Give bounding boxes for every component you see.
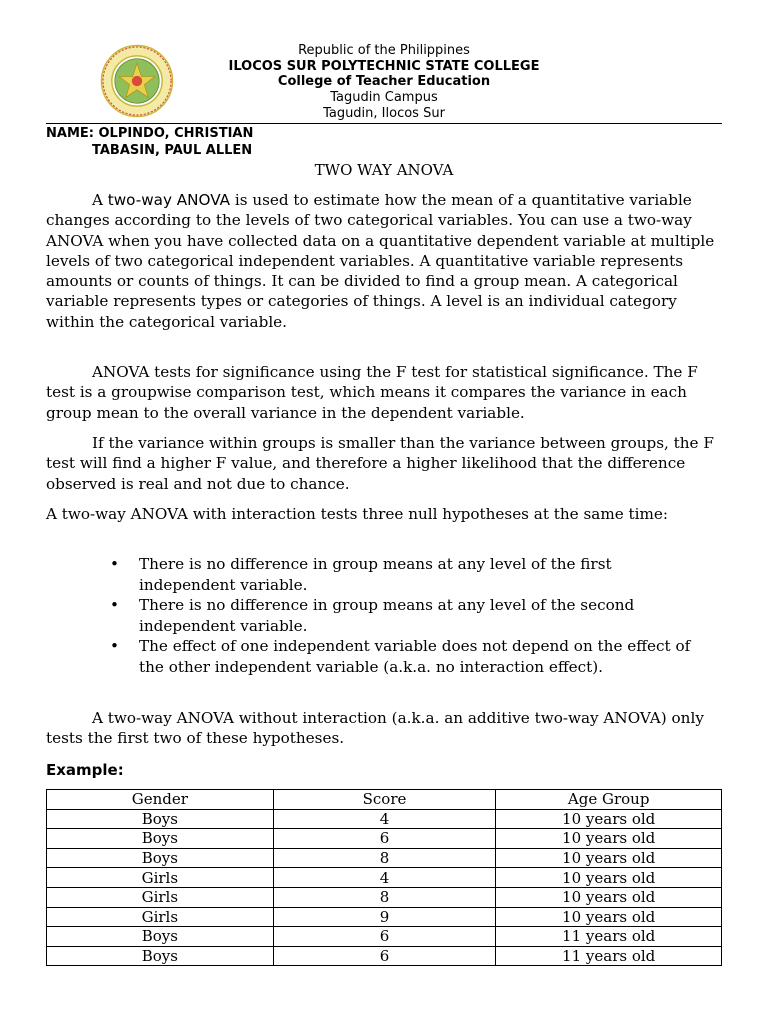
table-cell: Boys (47, 927, 274, 947)
table-cell: 10 years old (496, 848, 722, 868)
header-department: College of Teacher Education (277, 74, 491, 89)
table-cell: 4 (273, 809, 496, 829)
table-row (47, 848, 722, 868)
term-two-way-anova: two-way ANOVA (107, 191, 231, 209)
table-row (47, 829, 722, 849)
header-college-name: ILOCOS SUR POLYTECHNIC STATE COLLEGE (228, 59, 540, 74)
table-row (47, 868, 722, 888)
table-header-age-group: Age Group (496, 790, 722, 810)
paragraph-variance (46, 433, 726, 494)
paragraph-intro-text: is used to estimate how the mean of a quantitative variable changes according to the levels of two categorical variables. You can use a two-way ANOVA when you have collected data on a quantitative dependent variable at multiple levels of two categorical independent variables. A quantitative variable represents amounts or counts of things. It can be divided to find a group mean. A categorical variable represents types or categories of things. A level is an individual category within the categorical variable. (46, 191, 715, 331)
hypotheses-list (92, 554, 712, 678)
list-item: • There is no difference in group means at any level of the second independent variable. (92, 595, 712, 636)
page-title: TWO WAY ANOVA (314, 161, 454, 179)
table-cell: 9 (273, 907, 496, 927)
table-cell: Boys (47, 829, 274, 849)
example-table (46, 789, 722, 966)
paragraph-variance-text: If the variance within groups is smaller than the variance between groups, the F test will find a higher F value, and therefore a higher likelihood that the difference observed is real and not due to chance. (46, 434, 714, 493)
table-cell: 10 years old (496, 907, 722, 927)
paragraph-f-test (46, 362, 726, 423)
table-header-gender: Gender (47, 790, 274, 810)
table-cell: Girls (47, 868, 274, 888)
paragraph-intro-lead: A (92, 191, 108, 209)
table-cell: 11 years old (496, 927, 722, 947)
author-name-second: TABASIN, PAUL ALLEN (92, 143, 253, 158)
header-republic: Republic of the Philippines (298, 43, 470, 58)
paragraph-intro (46, 190, 726, 332)
header-divider (46, 123, 722, 124)
table-cell: 8 (273, 887, 496, 907)
paragraph-additive (46, 708, 726, 749)
table-cell: Girls (47, 907, 274, 927)
table-header-row (47, 790, 722, 810)
author-name-line: NAME: OLPINDO, CHRISTIAN (46, 126, 254, 141)
table-row (47, 927, 722, 947)
table-cell: Boys (47, 946, 274, 966)
table-cell: 6 (273, 927, 496, 947)
table-cell: 10 years old (496, 868, 722, 888)
table-cell: 10 years old (496, 887, 722, 907)
example-label: Example: (46, 761, 124, 779)
list-item: • The effect of one independent variable does not depend on the effect of the other independent variable (a.k.a. no interaction effect). (92, 636, 712, 677)
paragraph-hypotheses-intro: A two-way ANOVA with interaction tests three null hypotheses at the same time: (46, 505, 669, 523)
table-cell: 8 (273, 848, 496, 868)
table-row (47, 887, 722, 907)
table-cell: 6 (273, 946, 496, 966)
table-cell: Boys (47, 809, 274, 829)
table-cell: 11 years old (496, 946, 722, 966)
header-campus: Tagudin Campus (330, 90, 438, 105)
table-cell: Girls (47, 887, 274, 907)
paragraph-f-test-text: ANOVA tests for significance using the F test for statistical significance. The F test is a groupwise comparison test, which means it compares the variance in each group mean to the overall variance in the dependent variable. (46, 363, 698, 422)
table-cell: 10 years old (496, 829, 722, 849)
table-cell: Boys (47, 848, 274, 868)
table-row (47, 809, 722, 829)
table-cell: 4 (273, 868, 496, 888)
table-cell: 10 years old (496, 809, 722, 829)
table-cell: 6 (273, 829, 496, 849)
table-header-score: Score (273, 790, 496, 810)
header-address: Tagudin, Ilocos Sur (323, 106, 445, 121)
paragraph-additive-text: A two-way ANOVA without interaction (a.k.a. an additive two-way ANOVA) only tests the first two of these hypotheses. (46, 709, 704, 748)
table-row (47, 907, 722, 927)
table-row (47, 946, 722, 966)
list-item: • There is no difference in group means at any level of the first independent variable. (92, 554, 712, 595)
